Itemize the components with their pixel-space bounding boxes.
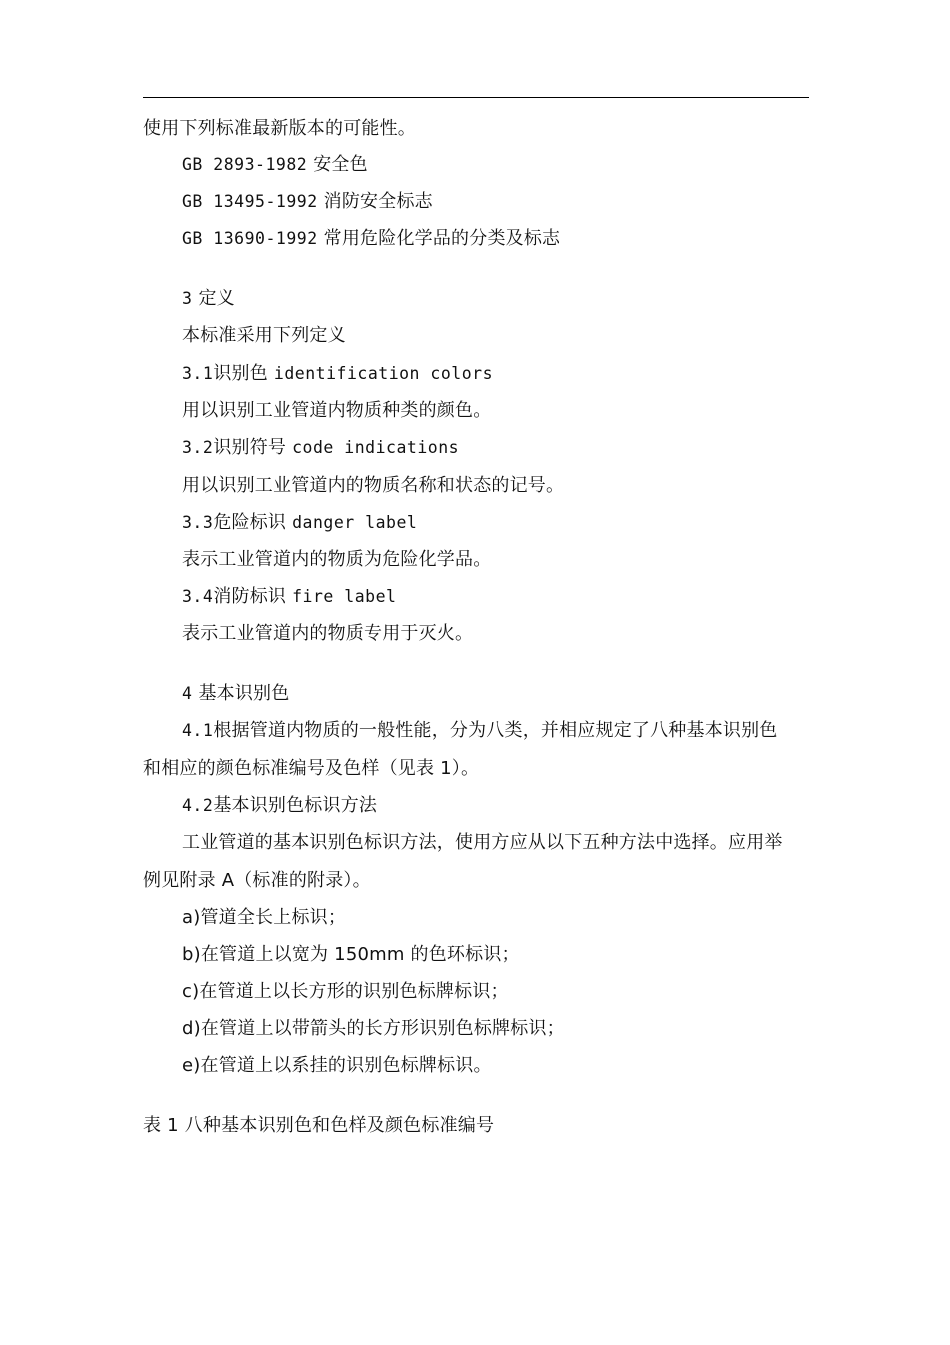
definition-desc: 表示工业管道内的物质专用于灭火。 <box>182 623 474 644</box>
definition-term <box>182 437 459 459</box>
table-label: 表 1 <box>143 1115 179 1136</box>
paragraph-text: 根据管道内物质的一般性能，分为八类，并相应规定了八种基本识别色 <box>213 720 778 741</box>
definition-number: 3.3 <box>182 513 214 532</box>
reference-title: 消防安全标志 <box>323 191 433 212</box>
definition-term-zh: 消防标识 <box>213 586 287 607</box>
paragraph-number: 4.2 <box>182 796 214 815</box>
definition-term-zh: 识别色 <box>213 363 268 384</box>
reference-title: 安全色 <box>313 154 368 175</box>
method-item: a)管道全长上标识； <box>182 907 347 928</box>
definition-number: 3.4 <box>182 587 214 606</box>
reference-code: GB 13495-1992 <box>182 192 318 211</box>
reference-item <box>182 228 560 250</box>
paragraph-continuation: 和相应的颜色标准编号及色样（见表 1）。 <box>143 758 480 779</box>
section-title: 定义 <box>198 288 235 309</box>
section-number: 3 <box>182 289 193 308</box>
definition-desc: 用以识别工业管道内物质种类的颜色。 <box>182 400 492 421</box>
paragraph-continuation: 例见附录 A（标准的附录）。 <box>143 870 371 891</box>
intro-text: 使用下列标准最新版本的可能性。 <box>143 118 416 139</box>
reference-code: GB 13690-1992 <box>182 229 318 248</box>
method-item: d)在管道上以带箭头的长方形识别色标牌标识； <box>182 1018 565 1039</box>
paragraph-4-2-heading <box>182 795 377 817</box>
definition-term <box>182 512 417 534</box>
definition-desc: 用以识别工业管道内的物质名称和状态的记号。 <box>182 475 565 496</box>
paragraph-number: 4.1 <box>182 721 214 740</box>
section-heading <box>182 683 289 705</box>
definition-term-en: fire label <box>292 587 397 606</box>
method-item: b)在管道上以宽为 150mm 的色环标识； <box>182 944 520 965</box>
definition-number: 3.2 <box>182 438 214 457</box>
section-lead: 本标准采用下列定义 <box>182 325 346 346</box>
method-item: c)在管道上以长方形的识别色标牌标识； <box>182 981 509 1002</box>
paragraph-4-1 <box>182 720 778 742</box>
section-heading <box>182 288 235 310</box>
reference-item <box>182 191 433 213</box>
section-title: 基本识别色 <box>198 683 290 704</box>
method-item: e)在管道上以系挂的识别色标牌标识。 <box>182 1055 492 1076</box>
reference-item <box>182 154 368 176</box>
definition-term <box>182 586 396 608</box>
section-number: 4 <box>182 684 193 703</box>
definition-term-en: code indications <box>292 438 460 457</box>
definition-term-zh: 识别符号 <box>213 437 287 458</box>
definition-desc: 表示工业管道内的物质为危险化学品。 <box>182 549 492 570</box>
definition-term-en: identification colors <box>273 364 494 383</box>
paragraph-title: 基本识别色标识方法 <box>213 795 378 816</box>
definition-term <box>182 363 493 385</box>
reference-title: 常用危险化学品的分类及标志 <box>323 228 561 249</box>
table-caption <box>143 1115 494 1137</box>
reference-code: GB 2893-1982 <box>182 155 308 174</box>
header-rule <box>143 97 809 98</box>
definition-term-zh: 危险标识 <box>213 512 287 533</box>
definition-number: 3.1 <box>182 364 214 383</box>
definition-term-en: danger label <box>292 513 418 532</box>
paragraph-text: 工业管道的基本识别色标识方法，使用方应从以下五种方法中选择。应用举 <box>182 832 783 853</box>
table-title: 八种基本识别色和色样及颜色标准编号 <box>184 1115 495 1136</box>
